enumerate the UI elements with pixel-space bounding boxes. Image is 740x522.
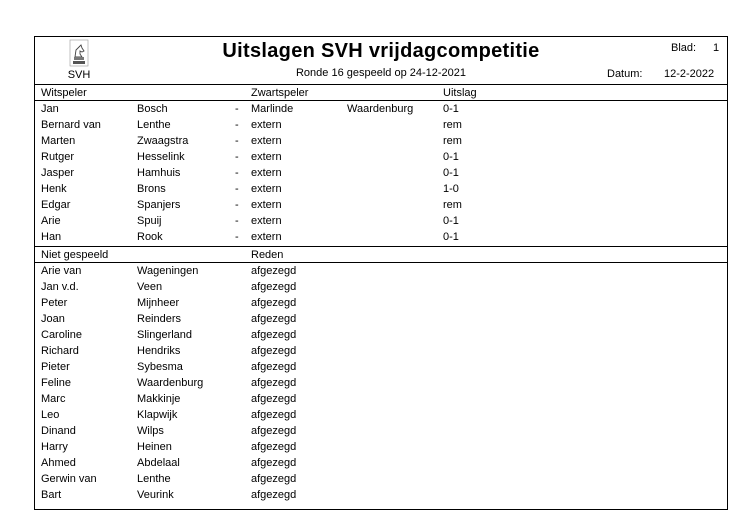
white-first-name: Han <box>41 231 62 243</box>
game-row <box>35 229 727 245</box>
game-row <box>35 197 727 213</box>
absent-last-name: Sybesma <box>137 361 183 373</box>
sheet-number-label: Blad: <box>671 42 697 54</box>
absent-row <box>35 455 727 471</box>
date-label: Datum: <box>607 68 643 80</box>
black-first-name: extern <box>251 167 282 179</box>
absent-row <box>35 423 727 439</box>
absent-reason: afgezegd <box>251 473 297 485</box>
white-last-name: Rook <box>137 231 163 243</box>
white-first-name: Rutger <box>41 151 75 163</box>
print-date: 12-2-2022 <box>664 68 715 80</box>
game-row <box>35 101 727 117</box>
game-result: 0-1 <box>443 215 459 227</box>
absent-first-name: Gerwin van <box>41 473 97 485</box>
games-header-row <box>35 85 727 101</box>
game-result: 1-0 <box>443 183 459 195</box>
absent-last-name: Waardenburg <box>137 377 204 389</box>
black-first-name: Marlinde <box>251 103 294 115</box>
white-last-name: Hamhuis <box>137 167 181 179</box>
absent-last-name: Makkinje <box>137 393 181 405</box>
absent-first-name: Arie van <box>41 265 82 277</box>
absent-reason: afgezegd <box>251 457 297 469</box>
absent-reason: afgezegd <box>251 265 297 277</box>
absent-reason: afgezegd <box>251 313 297 325</box>
absent-first-name: Marc <box>41 393 66 405</box>
absent-first-name: Pieter <box>41 361 70 373</box>
absent-reason: afgezegd <box>251 345 297 357</box>
white-first-name: Edgar <box>41 199 71 211</box>
absent-last-name: Reinders <box>137 313 182 325</box>
absent-last-name: Veurink <box>137 489 174 501</box>
white-first-name: Marten <box>41 135 76 147</box>
absent-row <box>35 359 727 375</box>
white-last-name: Hesselink <box>137 151 185 163</box>
versus-dash: - <box>235 151 239 163</box>
game-result: 0-1 <box>443 167 459 179</box>
versus-dash: - <box>235 215 239 227</box>
absent-row <box>35 439 727 455</box>
not-played-header: Niet gespeeld <box>41 249 109 261</box>
absent-first-name: Harry <box>41 441 68 453</box>
absent-last-name: Heinen <box>137 441 172 453</box>
black-first-name: extern <box>251 119 282 131</box>
absent-first-name: Ahmed <box>41 457 76 469</box>
game-result: 0-1 <box>443 151 459 163</box>
absent-last-name: Slingerland <box>137 329 193 341</box>
absent-row <box>35 279 727 295</box>
white-first-name: Jan <box>41 103 59 115</box>
versus-dash: - <box>235 183 239 195</box>
sheet-header <box>35 37 727 85</box>
black-first-name: extern <box>251 199 282 211</box>
game-row <box>35 181 727 197</box>
absent-row <box>35 343 727 359</box>
white-last-name: Bosch <box>137 103 168 115</box>
absent-first-name: Jan v.d. <box>41 281 79 293</box>
absent-last-name: Veen <box>137 281 163 293</box>
absent-first-name: Feline <box>41 377 71 389</box>
absent-row <box>35 487 727 503</box>
absent-first-name: Peter <box>41 297 68 309</box>
game-result: 0-1 <box>443 231 459 243</box>
black-first-name: extern <box>251 135 282 147</box>
absent-row <box>35 391 727 407</box>
white-first-name: Bernard van <box>41 119 101 131</box>
absent-last-name: Hendriks <box>137 345 181 357</box>
absent-first-name: Bart <box>41 489 62 501</box>
game-result: rem <box>443 135 462 147</box>
absent-row <box>35 311 727 327</box>
absent-first-name: Leo <box>41 409 60 421</box>
sheet-number: 1 <box>713 42 720 54</box>
absent-first-name: Joan <box>41 313 65 325</box>
black-player-header: Zwartspeler <box>251 87 309 99</box>
results-sheet <box>34 36 728 510</box>
absent-reason: afgezegd <box>251 297 297 309</box>
game-result: rem <box>443 119 462 131</box>
absent-reason: afgezegd <box>251 281 297 293</box>
black-first-name: extern <box>251 151 282 163</box>
round-subtitle: Ronde 16 gespeeld op 24-12-2021 <box>295 67 467 79</box>
absent-reason: afgezegd <box>251 409 297 421</box>
versus-dash: - <box>235 135 239 147</box>
black-first-name: extern <box>251 231 282 243</box>
game-row <box>35 117 727 133</box>
absent-header-row <box>35 246 727 263</box>
absent-row <box>35 327 727 343</box>
game-result: rem <box>443 199 462 211</box>
game-result: 0-1 <box>443 103 459 115</box>
versus-dash: - <box>235 103 239 115</box>
game-row <box>35 165 727 181</box>
absent-reason: afgezegd <box>251 377 297 389</box>
reason-header: Reden <box>251 249 284 261</box>
versus-dash: - <box>235 167 239 179</box>
absent-last-name: Wilps <box>137 425 164 437</box>
white-first-name: Arie <box>41 215 61 227</box>
white-last-name: Spuij <box>137 215 162 227</box>
absent-reason: afgezegd <box>251 489 297 501</box>
white-last-name: Spanjers <box>137 199 181 211</box>
game-row <box>35 149 727 165</box>
absent-first-name: Dinand <box>41 425 76 437</box>
versus-dash: - <box>235 199 239 211</box>
black-first-name: extern <box>251 215 282 227</box>
absent-reason: afgezegd <box>251 425 297 437</box>
game-row <box>35 133 727 149</box>
absent-last-name: Wageningen <box>137 265 199 277</box>
absent-last-name: Klapwijk <box>137 409 178 421</box>
absent-reason: afgezegd <box>251 361 297 373</box>
white-first-name: Jasper <box>41 167 75 179</box>
result-header: Uitslag <box>443 87 477 99</box>
page-title: Uitslagen SVH vrijdagcompetitie <box>222 40 540 62</box>
absent-row <box>35 471 727 487</box>
white-first-name: Henk <box>41 183 67 195</box>
versus-dash: - <box>235 119 239 131</box>
black-first-name: extern <box>251 183 282 195</box>
white-last-name: Zwaagstra <box>137 135 189 147</box>
absent-last-name: Abdelaal <box>137 457 180 469</box>
absent-row <box>35 375 727 391</box>
versus-dash: - <box>235 231 239 243</box>
white-player-header: Witspeler <box>41 87 87 99</box>
absent-reason: afgezegd <box>251 441 297 453</box>
absent-reason: afgezegd <box>251 393 297 405</box>
game-row <box>35 213 727 229</box>
white-last-name: Lenthe <box>137 119 171 131</box>
white-last-name: Brons <box>137 183 166 195</box>
absent-row <box>35 407 727 423</box>
logo-label: SVH <box>67 69 91 81</box>
absent-last-name: Mijnheer <box>137 297 180 309</box>
absent-first-name: Richard <box>41 345 79 357</box>
absent-last-name: Lenthe <box>137 473 171 485</box>
absent-row <box>35 295 727 311</box>
black-last-name: Waardenburg <box>347 103 414 115</box>
absent-reason: afgezegd <box>251 329 297 341</box>
absent-first-name: Caroline <box>41 329 82 341</box>
absent-row <box>35 263 727 279</box>
